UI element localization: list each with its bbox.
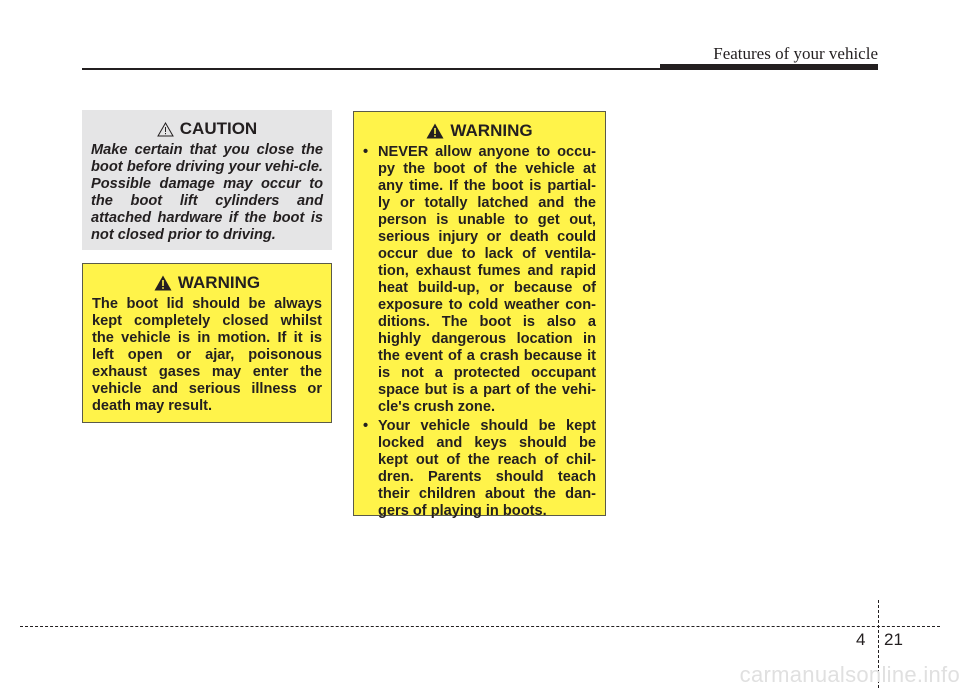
list-item [363,418,596,520]
caution-triangle-icon [157,122,174,137]
warning-list [363,144,596,520]
chapter-number: 4 [856,630,866,649]
caution-heading-text: CAUTION [179,119,258,138]
warning-box-right [353,111,606,519]
list-item [363,144,596,416]
watermark: carmanualsonline.info [739,662,960,687]
warning-body-left: The boot lid should be always kept completely closed whilst the vehicle is in motion. If it is left open or ajar, poisonous exhaust gases may enter the vehicle and serious illness or death may result. [92,296,322,414]
bullet-icon: • [363,418,369,434]
warning-triangle-icon [426,123,444,139]
warning-heading-right [363,121,596,141]
bullet-icon: • [363,144,369,160]
header-rule-accent [660,64,878,70]
footer-rule [20,626,940,627]
warning-heading-left [92,273,322,293]
warning-heading-text: WARNING [177,273,261,292]
warning-triangle-icon [154,275,172,291]
header-title: Features of your vehicle [713,44,878,63]
caution-body: Make certain that you close the boot before driving your vehi-cle. Possible damage may occur to the boot lift cylinders and attached hardware if the boot is not closed prior to driving. [91,142,323,243]
warning-box-left [82,263,332,423]
list-item-text: Your vehicle should be kept locked and keys should be kept out of the reach of chil-dren. Parents should teach their children about the dan-gers of playing in boots. [378,418,596,519]
warning-heading-text: WARNING [450,121,533,140]
page-number: 21 [884,630,903,649]
list-item-text: NEVER allow anyone to occu-py the boot of the vehicle at any time. If the boot is partial-ly or totally latched and the person is unable to get out, serious injury or death could occur due to lack of ventila-tion, exhaust fumes and rapid heat build-up, or because of exposure to cold weather con-ditions. The boot is also a highly dangerous location in the event of a crash because it is not a protected occupant space but is a part of the vehi-cle's crush zone. [378,144,596,415]
caution-box [82,110,332,250]
caution-heading [91,119,323,139]
